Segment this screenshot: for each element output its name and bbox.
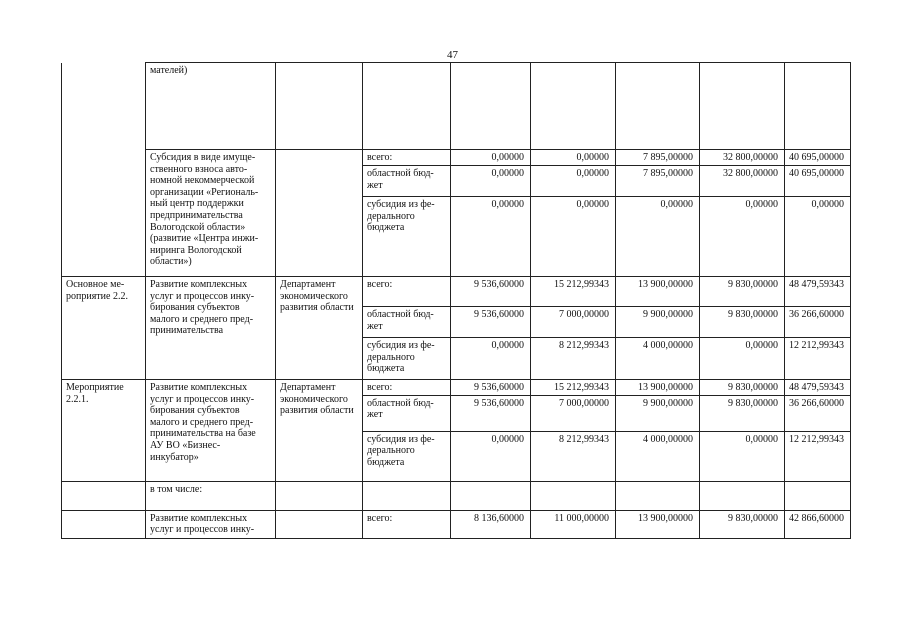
year-value-cell: 9 830,00000 [700,307,785,338]
measure-cell [62,510,146,538]
funding-source-text: областной бюд- жет [367,309,434,332]
year-value-cell: 9 536,60000 [451,307,531,338]
funding-source-cell [363,277,451,307]
funding-source-text: всего: [367,512,393,524]
executor-cell [276,380,363,482]
funding-source-text: всего: [367,382,393,393]
executor-cell [276,150,363,277]
measure-cell [62,380,146,482]
measure-cell-text: Мероприятие 2.2.1. [66,382,124,405]
name-cell-text: Развитие комплексных услуг и процессов инку- [150,512,255,536]
year-value-cell: 0,00000 [451,431,531,481]
total-value-cell: 36 266,60000 [785,307,851,338]
funding-source-cell [363,197,451,277]
measure-cell [62,277,146,380]
year-value-cell: 9 536,60000 [451,380,531,396]
total-value-cell: 48 479,59343 [785,380,851,396]
year-value-cell: 4 000,00000 [616,338,700,380]
total-value-cell: 40 695,00000 [785,150,851,166]
budget-table [61,62,851,539]
funding-source-text: областной бюд- жет [367,397,434,421]
year-value-cell: 9 536,60000 [451,395,531,431]
table-row [62,481,851,510]
year-value-cell [451,63,531,150]
total-value-cell: 12 212,99343 [785,338,851,380]
funding-source-cell [363,481,451,510]
total-value-cell: 12 212,99343 [785,431,851,481]
year-value-cell: 15 212,99343 [531,277,616,307]
page-number: 47 [447,49,458,61]
name-cell [146,510,276,538]
year-value-cell: 7 000,00000 [531,307,616,338]
funding-source-cell [363,307,451,338]
executor-cell [276,510,363,538]
year-value-cell: 8 136,60000 [451,510,531,538]
funding-source-cell [363,431,451,481]
year-value-cell: 0,00000 [531,150,616,166]
year-value-cell: 7 000,00000 [531,395,616,431]
year-value-cell: 0,00000 [451,166,531,197]
year-value-cell: 7 895,00000 [616,150,700,166]
table-row [62,63,851,150]
measure-cell [62,150,146,277]
year-value-cell: 9 536,60000 [451,277,531,307]
funding-source-cell [363,510,451,538]
year-value-cell: 4 000,00000 [616,431,700,481]
total-value-cell [785,63,851,150]
executor-cell-text: Департамент экономического развития области [280,279,354,314]
executor-cell-text: Департамент экономического развития области [280,382,354,417]
year-value-cell [700,481,785,510]
funding-source-cell [363,63,451,150]
total-value-cell: 40 695,00000 [785,166,851,197]
year-value-cell: 9 830,00000 [700,510,785,538]
executor-cell [276,277,363,380]
total-value-cell: 36 266,60000 [785,395,851,431]
funding-source-text: всего: [367,279,393,290]
year-value-cell: 8 212,99343 [531,338,616,380]
executor-cell [276,63,363,150]
year-value-cell: 7 895,00000 [616,166,700,197]
name-cell [146,150,276,277]
year-value-cell: 0,00000 [700,197,785,277]
year-value-cell: 8 212,99343 [531,431,616,481]
name-cell-text: Субсидия в виде имуще- ственного взноса авто- номной некоммерческой организации «Региональ- ный центр поддержки предпринимательства Вологодской области» (развитие «Центра инжи- ниринга Вологодской области») [150,152,259,268]
year-value-cell [451,481,531,510]
year-value-cell [531,63,616,150]
name-cell [146,380,276,482]
total-value-cell: 48 479,59343 [785,277,851,307]
funding-source-cell [363,150,451,166]
total-value-cell [785,481,851,510]
funding-source-cell [363,380,451,396]
funding-source-text: субсидия из фе- дерального бюджета [367,433,435,468]
year-value-cell: 11 000,00000 [531,510,616,538]
year-value-cell: 0,00000 [531,166,616,197]
name-cell [146,481,276,510]
name-cell-text: Развитие комплексных услуг и процессов инку- бирования субъектов малого и среднего пред- принимательства на базе АУ ВО «Бизнес- инкубатор» [150,382,256,463]
year-value-cell: 13 900,00000 [616,380,700,396]
funding-source-text: областной бюд- жет [367,168,434,191]
year-value-cell [616,63,700,150]
year-value-cell: 0,00000 [451,338,531,380]
year-value-cell [700,63,785,150]
name-cell-text: Развитие комплексных услуг и процессов инку- бирования субъектов малого и среднего пред- принимательства [150,279,255,337]
year-value-cell: 9 900,00000 [616,395,700,431]
year-value-cell: 9 830,00000 [700,395,785,431]
table-row [62,150,851,166]
name-cell-text: мателей) [150,65,188,76]
year-value-cell: 0,00000 [451,197,531,277]
year-value-cell: 32 800,00000 [700,150,785,166]
measure-cell-text: Основное ме- роприятие 2.2. [66,279,128,302]
total-value-cell: 42 866,60000 [785,510,851,538]
year-value-cell: 0,00000 [616,197,700,277]
total-value-cell: 0,00000 [785,197,851,277]
funding-source-text: субсидия из фе- дерального бюджета [367,199,435,234]
table-row [62,510,851,538]
year-value-cell: 13 900,00000 [616,510,700,538]
year-value-cell: 0,00000 [531,197,616,277]
funding-source-text: всего: [367,152,393,163]
name-cell [146,63,276,150]
year-value-cell: 13 900,00000 [616,277,700,307]
funding-source-text: субсидия из фе- дерального бюджета [367,340,435,375]
funding-source-cell [363,395,451,431]
table-row [62,380,851,396]
table-row [62,277,851,307]
year-value-cell: 9 830,00000 [700,277,785,307]
measure-cell [62,481,146,510]
year-value-cell: 9 900,00000 [616,307,700,338]
funding-source-cell [363,338,451,380]
funding-source-cell [363,166,451,197]
year-value-cell: 0,00000 [700,338,785,380]
executor-cell [276,481,363,510]
year-value-cell [531,481,616,510]
year-value-cell: 0,00000 [700,431,785,481]
year-value-cell: 15 212,99343 [531,380,616,396]
measure-cell [62,63,146,150]
name-cell-text: в том числе: [150,483,203,495]
year-value-cell: 9 830,00000 [700,380,785,396]
name-cell [146,277,276,380]
year-value-cell [616,481,700,510]
year-value-cell: 0,00000 [451,150,531,166]
year-value-cell: 32 800,00000 [700,166,785,197]
